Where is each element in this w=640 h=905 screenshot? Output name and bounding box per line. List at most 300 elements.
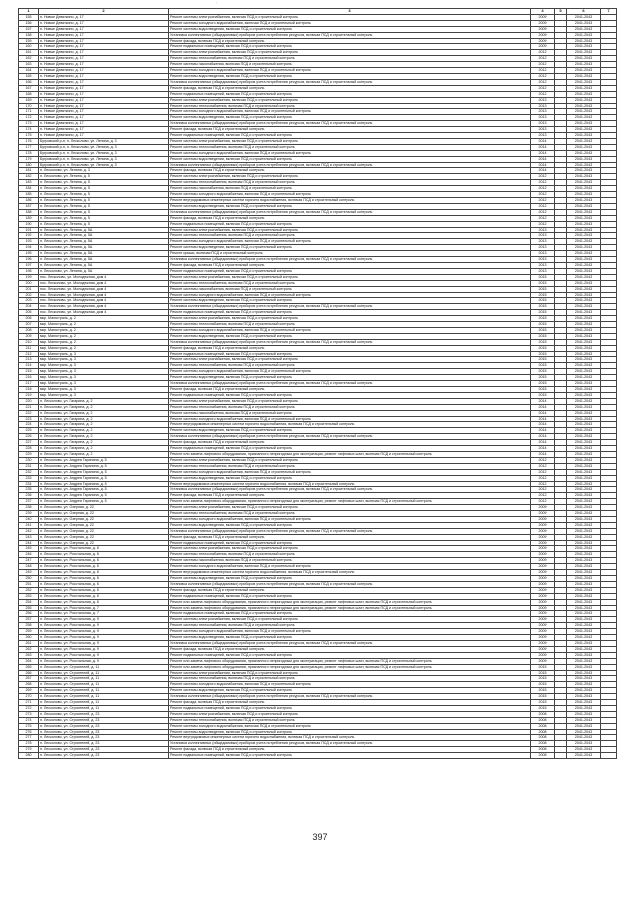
planned-period-cell: 2041-2043 bbox=[567, 516, 601, 522]
address-cell: п. Лесколово, ул. Андрея Гаранина, д. 5 bbox=[39, 487, 169, 493]
work-type-cell: Ремонт системы электроснабжения, включая ПСД и строительный контроль bbox=[169, 316, 531, 322]
address-cell: п. Лесколово, ул. Строителей, д. 23 bbox=[39, 753, 169, 759]
work-type-cell: Ремонт системы теплоснабжения, включая ПСД и строительный контроль bbox=[169, 511, 531, 517]
last-repair-year-cell: 2013 bbox=[531, 233, 555, 239]
planned-period-cell: 2041-2043 bbox=[567, 73, 601, 79]
address-cell: п. Лесколово, ул. Строителей, д. 11 bbox=[39, 682, 169, 688]
row-number-cell: 205 bbox=[19, 310, 39, 316]
last-repair-year-cell: 2009 bbox=[531, 534, 555, 540]
planned-period-cell: 2041-2043 bbox=[567, 546, 601, 552]
address-cell: п. Лесколово, ул. Росстальная, д. 9 bbox=[39, 617, 169, 623]
last-repair-year-cell: 2013 bbox=[531, 127, 555, 133]
work-type-cell: Ремонт фасада, включая ПСД и строительный контроль bbox=[169, 493, 531, 499]
planned-period-cell: 2041-2043 bbox=[567, 481, 601, 487]
address-cell: п. Лесколово, ул. Росстальная, д. 6 bbox=[39, 587, 169, 593]
planned-period-cell: 2041-2043 bbox=[567, 629, 601, 635]
planned-period-cell: 2041-2043 bbox=[567, 85, 601, 91]
work-type-cell: Ремонт системы теплоснабжения, включая ПСД и строительный контроль bbox=[169, 552, 531, 558]
row-number-cell: 177 bbox=[19, 144, 39, 150]
address-cell: п. Лесколово, ул. Гагарина, д. 2 bbox=[39, 404, 169, 410]
last-repair-year-cell: 2009 bbox=[531, 32, 555, 38]
work-type-cell: Ремонт системы электроснабжения, включая ПСД и строительный контроль bbox=[169, 97, 531, 103]
work-type-cell: Ремонт системы холодного водоснабжения, включая ПСД и строительный контроль bbox=[169, 682, 531, 688]
work-type-cell: Ремонт внутридомовых инженерных систем горячего водоснабжения, включая ПСД и строительный контроль bbox=[169, 570, 531, 576]
last-repair-year-cell: 2015 bbox=[531, 363, 555, 369]
row-number-cell: 179 bbox=[19, 156, 39, 162]
planned-period-cell: 2041-2043 bbox=[567, 688, 601, 694]
last-repair-year-cell: 2012 bbox=[531, 469, 555, 475]
row-number-cell: 242 bbox=[19, 528, 39, 534]
address-cell: п. Лесколово, ул. Росстальная, д. 7 bbox=[39, 611, 169, 617]
last-repair-year-cell: 2009 bbox=[531, 38, 555, 44]
work-type-cell: Ремонт внутридомовых инженерных систем горячего водоснабжения, включая ПСД и строительный контроль bbox=[169, 422, 531, 428]
last-repair-year-cell: 2009 bbox=[531, 617, 555, 623]
row-number-cell: 156 bbox=[19, 20, 39, 26]
planned-period-cell: 2041-2043 bbox=[567, 233, 601, 239]
row-number-cell: 209 bbox=[19, 333, 39, 339]
address-cell: Бугровский р-н, п. Лесколово, ул. Ленина, д. 3 bbox=[39, 156, 169, 162]
work-type-cell: Ремонт системы холодного водоснабжения, включая ПСД и строительный контроль bbox=[169, 516, 531, 522]
row-number-cell: 268 bbox=[19, 682, 39, 688]
address-cell: п. Лесколово, ул. Андрея Гаранина, д. 5 bbox=[39, 463, 169, 469]
work-type-cell: Ремонт системы электроснабжения, включая ПСД и строительный контроль bbox=[169, 505, 531, 511]
planned-period-cell: 2041-2043 bbox=[567, 168, 601, 174]
row-number-cell: 167 bbox=[19, 85, 39, 91]
last-repair-year-cell: 2015 bbox=[531, 280, 555, 286]
planned-period-cell: 2041-2043 bbox=[567, 351, 601, 357]
row-number-cell: 277 bbox=[19, 735, 39, 741]
address-cell: п. Новые Девяткино, д. 17 bbox=[39, 91, 169, 97]
last-repair-year-cell: 2013 bbox=[531, 262, 555, 268]
last-repair-year-cell: 2015 bbox=[531, 387, 555, 393]
last-repair-year-cell: 2015 bbox=[531, 375, 555, 381]
last-repair-year-cell: 2009 bbox=[531, 552, 555, 558]
address-cell: п. Новые Девяткино, д. 17 bbox=[39, 115, 169, 121]
row-number-cell: 216 bbox=[19, 375, 39, 381]
work-type-cell: Ремонт системы водоотведения, включая ПСД и строительный контроль bbox=[169, 475, 531, 481]
planned-period-cell: 2041-2043 bbox=[567, 262, 601, 268]
work-type-cell: Ремонт фасада, включая ПСД и строительный контроль bbox=[169, 85, 531, 91]
last-repair-year-cell: 2012 bbox=[531, 50, 555, 56]
planned-period-cell: 2041-2043 bbox=[567, 469, 601, 475]
last-repair-year-cell: 2015 bbox=[531, 392, 555, 398]
work-type-cell: Ремонт системы водоотведения, включая ПСД и строительный контроль bbox=[169, 298, 531, 304]
planned-period-cell: 2041-2043 bbox=[567, 723, 601, 729]
address-cell: п. Новые Девяткино, д. 17 bbox=[39, 56, 169, 62]
last-repair-year-cell: 2013 bbox=[531, 227, 555, 233]
last-repair-year-cell: 2014 bbox=[531, 168, 555, 174]
work-type-cell: Ремонт фасада, включая ПСД и строительный контроль bbox=[169, 345, 531, 351]
row-number-cell: 168 bbox=[19, 91, 39, 97]
work-type-cell: Ремонт подвальных помещений, включая ПСД и строительный контроль bbox=[169, 611, 531, 617]
works-table bbox=[18, 8, 617, 759]
work-type-cell: Ремонт системы теплоснабжения, включая ПСД и строительный контроль bbox=[169, 463, 531, 469]
work-type-cell: Ремонт подвальных помещений, включая ПСД и строительный контроль bbox=[169, 446, 531, 452]
last-repair-year-cell: 2014 bbox=[531, 162, 555, 168]
last-repair-year-cell: 2009 bbox=[531, 623, 555, 629]
last-repair-year-cell: 2009 bbox=[531, 599, 555, 605]
planned-period-cell: 2041-2043 bbox=[567, 227, 601, 233]
address-cell: мкр. Магистраль, д. 3 bbox=[39, 351, 169, 357]
last-repair-year-cell: 2014 bbox=[531, 410, 555, 416]
planned-period-cell: 2041-2043 bbox=[567, 741, 601, 747]
row-number-cell: 234 bbox=[19, 481, 39, 487]
planned-period-cell: 2041-2043 bbox=[567, 747, 601, 753]
planned-period-cell: 2041-2043 bbox=[567, 717, 601, 723]
planned-period-cell: 2041-2043 bbox=[567, 552, 601, 558]
work-type-cell: Ремонт системы холодного водоснабжения, включая ПСД и строительный контроль bbox=[169, 192, 531, 198]
last-repair-year-cell: 2012 bbox=[531, 56, 555, 62]
row-number-cell: 198 bbox=[19, 268, 39, 274]
address-cell: п. Лесколово, ул. Росстальная, д. 9 bbox=[39, 646, 169, 652]
row-number-cell: 248 bbox=[19, 564, 39, 570]
last-repair-year-cell: 2009 bbox=[531, 593, 555, 599]
address-cell: п. Лесколово, ул. Ленина, д. 5А bbox=[39, 262, 169, 268]
address-cell: п. Лесколово, ул. Росстальная, д. 9 bbox=[39, 640, 169, 646]
last-repair-year-cell: 2008 bbox=[531, 723, 555, 729]
planned-period-cell: 2041-2043 bbox=[567, 416, 601, 422]
row-number-cell: 187 bbox=[19, 203, 39, 209]
last-repair-year-cell: 2009 bbox=[531, 505, 555, 511]
row-number-cell: 266 bbox=[19, 670, 39, 676]
address-cell: п. Лесколово, ул. Гагарина, д. 2 bbox=[39, 410, 169, 416]
last-repair-year-cell: 2012 bbox=[531, 91, 555, 97]
row-number-cell: 173 bbox=[19, 121, 39, 127]
address-cell: п. Лесколово, ул. Ленина, д. 5 bbox=[39, 209, 169, 215]
planned-period-cell: 2041-2043 bbox=[567, 375, 601, 381]
work-type-cell: Ремонт системы теплоснабжения, включая ПСД и строительный контроль bbox=[169, 56, 531, 62]
address-cell: Бугровский р-н, п. Лесколово, ул. Ленина, д. 3 bbox=[39, 150, 169, 156]
work-type-cell: Ремонт системы холодного водоснабжения, включая ПСД и строительный контроль bbox=[169, 239, 531, 245]
planned-period-cell: 2041-2043 bbox=[567, 286, 601, 292]
planned-period-cell: 2041-2043 bbox=[567, 150, 601, 156]
planned-period-cell: 2041-2043 bbox=[567, 564, 601, 570]
address-cell: п. Лесколово, ул. Ленина, д. 5А bbox=[39, 251, 169, 257]
address-cell: п. Новые Девяткино, д. 17 bbox=[39, 103, 169, 109]
address-cell: п. Лесколово, ул. Строителей, д. 23 bbox=[39, 735, 169, 741]
address-cell: п. Лесколово, ул. Строителей, д. 23 bbox=[39, 747, 169, 753]
address-cell: п. Лесколово, ул. Гагарина, д. 2 bbox=[39, 416, 169, 422]
row-number-cell: 215 bbox=[19, 369, 39, 375]
row-number-cell: 237 bbox=[19, 499, 39, 505]
work-type-cell: Установка коллективных (общедомовых) приборов учета потребления ресурсов, включая ПСД и строительный контроль bbox=[169, 32, 531, 38]
planned-period-cell: 2041-2043 bbox=[567, 174, 601, 180]
row-number-cell: 208 bbox=[19, 327, 39, 333]
row-number-cell: 251 bbox=[19, 581, 39, 587]
work-type-cell: Ремонт системы водоотведения, включая ПСД и строительный контроль bbox=[169, 73, 531, 79]
work-type-cell: Ремонт системы электроснабжения, включая ПСД и строительный контроль bbox=[169, 357, 531, 363]
work-type-cell: Ремонт фасада, включая ПСД и строительный контроль bbox=[169, 262, 531, 268]
planned-period-cell: 2041-2043 bbox=[567, 32, 601, 38]
work-type-cell: Установка коллективных (общедомовых) приборов учета потребления ресурсов, включая ПСД и строительный контроль bbox=[169, 162, 531, 168]
last-repair-year-cell: 2012 bbox=[531, 221, 555, 227]
planned-period-cell: 2041-2043 bbox=[567, 457, 601, 463]
work-type-cell: Установка коллективных (общедомовых) приборов учета потребления ресурсов, включая ПСД и строительный контроль bbox=[169, 121, 531, 127]
work-type-cell: Ремонт системы водоотведения, включая ПСД и строительный контроль bbox=[169, 729, 531, 735]
row-number-cell: 250 bbox=[19, 576, 39, 582]
work-type-cell: Установка коллективных (общедомовых) приборов учета потребления ресурсов, включая ПСД и строительный контроль bbox=[169, 741, 531, 747]
last-repair-year-cell: 2015 bbox=[531, 304, 555, 310]
planned-period-cell: 2041-2043 bbox=[567, 451, 601, 457]
address-cell: п. Лесколово, ул. Озерная, д. 22 bbox=[39, 522, 169, 528]
last-repair-year-cell: 2015 bbox=[531, 339, 555, 345]
row-number-cell: 199 bbox=[19, 274, 39, 280]
planned-period-cell: 2041-2043 bbox=[567, 558, 601, 564]
planned-period-cell: 2041-2043 bbox=[567, 239, 601, 245]
planned-period-cell: 2041-2043 bbox=[567, 138, 601, 144]
row-number-cell: 274 bbox=[19, 717, 39, 723]
column-header: 3 bbox=[169, 9, 531, 15]
address-cell: п. Лесколово, ул. Ленина, д. 5А bbox=[39, 245, 169, 251]
last-repair-year-cell: 2012 bbox=[531, 457, 555, 463]
page-number: 397 bbox=[312, 832, 328, 842]
planned-period-cell: 2041-2043 bbox=[567, 646, 601, 652]
planned-period-cell: 2041-2043 bbox=[567, 162, 601, 168]
work-type-cell: Установка коллективных (общедомовых) приборов учета потребления ресурсов, включая ПСД и строительный контроль bbox=[169, 581, 531, 587]
address-cell: п. Лесколово, ул. Ленина, д. 5А bbox=[39, 227, 169, 233]
address-cell: п. Лесколово, ул. Строителей, д. 23 bbox=[39, 717, 169, 723]
row-number-cell: 158 bbox=[19, 32, 39, 38]
address-cell: п. Лесколово, ул. Ленина, д. 5 bbox=[39, 174, 169, 180]
address-cell: п. Лесколово, ул. Росстальная, д. 6 bbox=[39, 564, 169, 570]
planned-period-cell: 2041-2043 bbox=[567, 705, 601, 711]
planned-period-cell: 2041-2043 bbox=[567, 144, 601, 150]
last-repair-year-cell: 2015 bbox=[531, 274, 555, 280]
row-number-cell: 164 bbox=[19, 68, 39, 74]
work-type-cell: Установка коллективных (общедомовых) приборов учета потребления ресурсов, включая ПСД и строительный контроль bbox=[169, 339, 531, 345]
last-repair-year-cell: 2012 bbox=[531, 73, 555, 79]
row-number-cell: 170 bbox=[19, 103, 39, 109]
planned-period-cell: 2041-2043 bbox=[567, 534, 601, 540]
address-cell: п. Лесколово, ул. Андрея Гаранина, д. 5 bbox=[39, 457, 169, 463]
last-repair-year-cell: 2014 bbox=[531, 451, 555, 457]
work-type-cell: Ремонт системы водоотведения, включая ПСД и строительный контроль bbox=[169, 245, 531, 251]
row-number-cell: 159 bbox=[19, 38, 39, 44]
planned-period-cell: 2041-2043 bbox=[567, 682, 601, 688]
last-repair-year-cell: 2012 bbox=[531, 215, 555, 221]
row-number-cell: 249 bbox=[19, 570, 39, 576]
row-number-cell: 172 bbox=[19, 115, 39, 121]
row-number-cell: 176 bbox=[19, 138, 39, 144]
last-repair-year-cell: 2009 bbox=[531, 516, 555, 522]
address-cell: п. Лесколово, ул. Росстальная, д. 9 bbox=[39, 629, 169, 635]
work-type-cell: Ремонт системы электроснабжения, включая ПСД и строительный контроль bbox=[169, 227, 531, 233]
work-type-cell: Ремонт системы газоснабжения, включая ПСД и строительный контроль bbox=[169, 286, 531, 292]
address-cell: мкр. Магистраль, д. 3 bbox=[39, 392, 169, 398]
row-number-cell: 192 bbox=[19, 233, 39, 239]
planned-period-cell: 2041-2043 bbox=[567, 581, 601, 587]
address-cell: п. Лесколово, ул. Ленина, д. 5А bbox=[39, 239, 169, 245]
address-cell: п. Новые Девяткино, д. 17 bbox=[39, 127, 169, 133]
address-cell: пос. Лесколово, ул. Молодежная, дом 4 bbox=[39, 292, 169, 298]
address-cell: п. Лесколово, ул. Озерная, д. 22 bbox=[39, 511, 169, 517]
work-type-cell: Ремонт подвальных помещений, включая ПСД и строительный контроль bbox=[169, 221, 531, 227]
row-number-cell: 188 bbox=[19, 209, 39, 215]
planned-period-cell: 2041-2043 bbox=[567, 528, 601, 534]
work-type-cell: Ремонт подвальных помещений, включая ПСД и строительный контроль bbox=[169, 540, 531, 546]
row-number-cell: 270 bbox=[19, 694, 39, 700]
address-cell: п. Лесколово, ул. Озерная, д. 22 bbox=[39, 528, 169, 534]
row-number-cell: 171 bbox=[19, 109, 39, 115]
work-type-cell: Ремонт подвальных помещений, включая ПСД и строительный контроль bbox=[169, 310, 531, 316]
address-cell: мкр. Магистраль, д. 2 bbox=[39, 327, 169, 333]
planned-period-cell: 2041-2043 bbox=[567, 268, 601, 274]
row-number-cell: 230 bbox=[19, 457, 39, 463]
address-cell: п. Лесколово, ул. Ленина, д. 5 bbox=[39, 203, 169, 209]
row-number-cell: 231 bbox=[19, 463, 39, 469]
work-type-cell: Ремонт системы водоотведения, включая ПСД и строительный контроль bbox=[169, 203, 531, 209]
planned-period-cell: 2041-2043 bbox=[567, 322, 601, 328]
last-repair-year-cell: 2015 bbox=[531, 345, 555, 351]
last-repair-year-cell: 2009 bbox=[531, 540, 555, 546]
planned-period-cell: 2041-2043 bbox=[567, 333, 601, 339]
work-type-cell: Ремонт системы теплоснабжения, включая ПСД и строительный контроль bbox=[169, 322, 531, 328]
margin-mark: ' bbox=[216, 1, 217, 6]
last-repair-year-cell: 2012 bbox=[531, 203, 555, 209]
last-repair-year-cell: 2009 bbox=[531, 646, 555, 652]
planned-period-cell: 2041-2043 bbox=[567, 617, 601, 623]
address-cell: мкр. Магистраль, д. 3 bbox=[39, 381, 169, 387]
last-repair-year-cell: 2014 bbox=[531, 446, 555, 452]
planned-period-cell: 2041-2043 bbox=[567, 38, 601, 44]
planned-period-cell: 2041-2043 bbox=[567, 729, 601, 735]
work-type-cell: Ремонт системы электроснабжения, включая ПСД и строительный контроль bbox=[169, 670, 531, 676]
address-cell: п. Лесколово, ул. Ленина, д. 5А bbox=[39, 268, 169, 274]
row-number-cell: 221 bbox=[19, 404, 39, 410]
work-type-cell: Ремонт системы холодного водоснабжения, включая ПСД и строительный контроль bbox=[169, 292, 531, 298]
work-type-cell: Ремонт системы водоотведения, включая ПСД и строительный контроль bbox=[169, 688, 531, 694]
work-type-cell: Ремонт системы электроснабжения, включая ПСД и строительный контроль bbox=[169, 457, 531, 463]
address-cell: п. Лесколово, ул. Гагарина, д. 2 bbox=[39, 446, 169, 452]
work-type-cell: Установка коллективных (общедомовых) приборов учета потребления ресурсов, включая ПСД и строительный контроль bbox=[169, 528, 531, 534]
address-cell: пос. Лесколово, ул. Молодежная, дом 4 bbox=[39, 310, 169, 316]
column-header: 4 bbox=[531, 9, 555, 15]
planned-period-cell: 2041-2043 bbox=[567, 652, 601, 658]
address-cell: п. Лесколово, ул. Андрея Гаранина, д. 5 bbox=[39, 475, 169, 481]
address-cell: п. Лесколово, ул. Ленина, д. 5 bbox=[39, 192, 169, 198]
row-number-cell: 165 bbox=[19, 73, 39, 79]
row-number-cell: 262 bbox=[19, 646, 39, 652]
last-repair-year-cell: 2009 bbox=[531, 611, 555, 617]
work-type-cell: Установка коллективных (общедомовых) приборов учета потребления ресурсов, включая ПСД и строительный контроль bbox=[169, 487, 531, 493]
address-cell: мкр. Магистраль, д. 3 bbox=[39, 375, 169, 381]
address-cell: п. Новые Девяткино, д. 17 bbox=[39, 26, 169, 32]
work-type-cell: Установка коллективных (общедомовых) приборов учета потребления ресурсов, включая ПСД и строительный контроль bbox=[169, 304, 531, 310]
column-header: 7 bbox=[601, 9, 617, 15]
address-cell: п. Лесколово, ул. Строителей, д. 23 bbox=[39, 711, 169, 717]
work-type-cell: Ремонт системы электроснабжения, включая ПСД и строительный контроль bbox=[169, 50, 531, 56]
work-type-cell: Ремонт системы электроснабжения, включая ПСД и строительный контроль bbox=[169, 398, 531, 404]
address-cell: мкр. Магистраль, д. 2 bbox=[39, 333, 169, 339]
planned-period-cell: 2041-2043 bbox=[567, 753, 601, 759]
work-type-cell: Ремонт системы электроснабжения, включая ПСД и строительный контроль bbox=[169, 546, 531, 552]
last-repair-year-cell: 2015 bbox=[531, 310, 555, 316]
last-repair-year-cell: 2014 bbox=[531, 428, 555, 434]
planned-period-cell: 2041-2043 bbox=[567, 274, 601, 280]
planned-period-cell: 2041-2043 bbox=[567, 735, 601, 741]
last-repair-year-cell: 2009 bbox=[531, 629, 555, 635]
planned-period-cell: 2041-2043 bbox=[567, 115, 601, 121]
work-type-cell: Ремонт системы водоотведения, включая ПСД и строительный контроль bbox=[169, 333, 531, 339]
row-number-cell: 252 bbox=[19, 587, 39, 593]
planned-period-cell: 2041-2043 bbox=[567, 44, 601, 50]
address-cell: п. Лесколово, ул. Гагарина, д. 2 bbox=[39, 451, 169, 457]
work-type-cell: Ремонт внутридомовых инженерных систем горячего водоснабжения, включая ПСД и строительный контроль bbox=[169, 735, 531, 741]
last-repair-year-cell: 2009 bbox=[531, 14, 555, 20]
address-cell: п. Лесколово, ул. Озерная, д. 22 bbox=[39, 505, 169, 511]
row-number-cell: 169 bbox=[19, 97, 39, 103]
row-number-cell: 278 bbox=[19, 741, 39, 747]
last-repair-year-cell: 2008 bbox=[531, 747, 555, 753]
work-type-cell: Ремонт системы газоснабжения, включая ПСД и строительный контроль bbox=[169, 186, 531, 192]
last-repair-year-cell: 2013 bbox=[531, 133, 555, 139]
last-repair-year-cell: 2013 bbox=[531, 245, 555, 251]
planned-period-cell: 2041-2043 bbox=[567, 97, 601, 103]
last-repair-year-cell: 2015 bbox=[531, 676, 555, 682]
row-number-cell: 229 bbox=[19, 451, 39, 457]
row-number-cell: 163 bbox=[19, 62, 39, 68]
last-repair-year-cell: 2009 bbox=[531, 26, 555, 32]
last-repair-year-cell: 2014 bbox=[531, 422, 555, 428]
planned-period-cell: 2041-2043 bbox=[567, 103, 601, 109]
row-number-cell: 189 bbox=[19, 215, 39, 221]
address-cell: п. Лесколово, ул. Росстальная, д. 6 bbox=[39, 552, 169, 558]
last-repair-year-cell: 2012 bbox=[531, 174, 555, 180]
address-cell: п. Новые Девяткино, д. 17 bbox=[39, 85, 169, 91]
address-cell: мкр. Магистраль, д. 2 bbox=[39, 339, 169, 345]
work-type-cell: Ремонт системы теплоснабжения, включая ПСД и строительный контроль bbox=[169, 363, 531, 369]
planned-period-cell: 2041-2043 bbox=[567, 694, 601, 700]
address-cell: п. Лесколово, ул. Гагарина, д. 2 bbox=[39, 428, 169, 434]
last-repair-year-cell: 2013 bbox=[531, 121, 555, 127]
work-type-cell: Ремонт системы теплоснабжения, включая ПСД и строительный контроль bbox=[169, 676, 531, 682]
address-cell: п. Новые Девяткино, д. 17 bbox=[39, 50, 169, 56]
row-number-cell: 219 bbox=[19, 392, 39, 398]
row-number-cell: 254 bbox=[19, 599, 39, 605]
planned-period-cell: 2041-2043 bbox=[567, 611, 601, 617]
planned-period-cell: 2041-2043 bbox=[567, 215, 601, 221]
planned-period-cell: 2041-2043 bbox=[567, 62, 601, 68]
last-repair-year-cell: 2009 bbox=[531, 652, 555, 658]
address-cell: п. Новые Девяткино, д. 17 bbox=[39, 44, 169, 50]
row-number-cell: 238 bbox=[19, 505, 39, 511]
row-number-cell: 228 bbox=[19, 446, 39, 452]
address-cell: мкр. Магистраль, д. 3 bbox=[39, 387, 169, 393]
last-repair-year-cell: 2015 bbox=[531, 694, 555, 700]
last-repair-year-cell: 2015 bbox=[531, 688, 555, 694]
address-cell: п. Новые Девяткино, д. 17 bbox=[39, 20, 169, 26]
last-repair-year-cell: 2008 bbox=[531, 711, 555, 717]
work-type-cell: Ремонт фасада, включая ПСД и строительный контроль bbox=[169, 747, 531, 753]
work-type-cell: Ремонт системы электроснабжения, включая ПСД и строительный контроль bbox=[169, 14, 531, 20]
row-number-cell: 265 bbox=[19, 664, 39, 670]
last-repair-year-cell: 2014 bbox=[531, 404, 555, 410]
work-type-cell: Ремонт системы холодного водоснабжения, включая ПСД и строительный контроль bbox=[169, 723, 531, 729]
work-type-cell: Ремонт фасада, включая ПСД и строительный контроль bbox=[169, 215, 531, 221]
row-number-cell: 180 bbox=[19, 162, 39, 168]
work-type-cell: Ремонт подвальных помещений, включая ПСД и строительный контроль bbox=[169, 351, 531, 357]
row-number-cell: 223 bbox=[19, 416, 39, 422]
row-number-cell: 269 bbox=[19, 688, 39, 694]
planned-period-cell: 2041-2043 bbox=[567, 26, 601, 32]
planned-period-cell: 2041-2043 bbox=[567, 475, 601, 481]
planned-period-cell: 2041-2043 bbox=[567, 363, 601, 369]
address-cell: п. Новые Девяткино, д. 17 bbox=[39, 109, 169, 115]
planned-period-cell: 2041-2043 bbox=[567, 640, 601, 646]
planned-period-cell: 2041-2043 bbox=[567, 463, 601, 469]
row-number-cell: 258 bbox=[19, 623, 39, 629]
planned-period-cell: 2041-2043 bbox=[567, 676, 601, 682]
